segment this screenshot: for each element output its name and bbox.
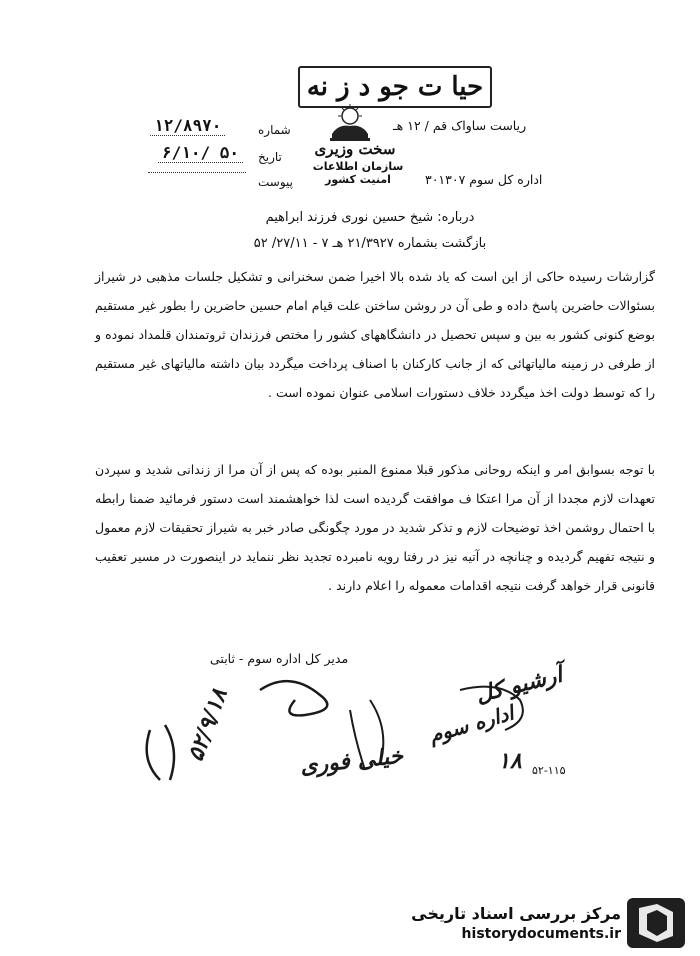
handwritten-date: ۵۲/۹/۱۸	[182, 685, 233, 765]
lion-and-sun-emblem-icon	[322, 104, 378, 142]
handwritten-note-archive: آرشیو کل	[473, 661, 565, 709]
number-label: شماره	[258, 123, 291, 137]
handwritten-note-urgent: خیلی فوری	[298, 742, 405, 780]
date-value: ۶/۱۰/ ۵۰	[158, 143, 243, 163]
document-code: ۵۲-۱۱۵	[532, 764, 566, 777]
footer-url[interactable]: historydocuments.ir	[461, 926, 621, 942]
signature-scribbles	[120, 670, 580, 800]
signer-line: مدیر کل اداره سوم - ثابتی	[210, 651, 349, 666]
attachment-value	[148, 172, 246, 173]
archive-logo-icon	[627, 898, 685, 948]
subject-line: درباره: شیخ حسین نوری فرزند ابراهیم	[265, 210, 475, 225]
date-label: تاریخ	[258, 150, 282, 164]
department-title: سخت وزیری	[314, 140, 396, 158]
office-line: اداره کل سوم ۳۰۱۳۰۷	[425, 172, 543, 187]
attachment-label: پیوست	[258, 175, 293, 189]
body-paragraph-2: با توجه بسوابق امر و اینکه روحانی مذکور قبلا ممنوع المنبر بوده که پس از آن مرا از زندانی شدید و سپردن تعهدات لازم مجددا از آن مرا اعتکا ف موافقت گردیده است لذا خواهشمند است دستور فرمائید ضمنا رابطه با احتمال روشمن اخذ توضیحات لازم و تذکر شدید در مورد چگونگی صادر خبر به شیراز تحقیقات لازم معمول و نتیجه تفهیم گردیده و چنانچه در آتیه نیز در رفتا رویه نامبرده تجدید نظر ننماید در اینصورت در مسیر تعقیب قانونی قرار خواهد گرفت نتیجه اقدامات معموله را اعلام دارند .	[95, 462, 655, 593]
classification-stamp: حیا ت جو د ز نه	[298, 66, 492, 108]
handwritten-note-office: اداره سوم	[426, 700, 517, 748]
presidency-line: ریاست ساواک قم / ۱۲ هـ	[393, 118, 527, 133]
handwritten-number: ۱۸	[498, 748, 522, 774]
body-paragraph-1: گزارشات رسیده حاکی از این است که یاد شده بالا اخیرا ضمن سخنرانی و تشکیل جلسات مذهبی در شیراز بسئوالات حاضرین پاسخ داده و طی آن در روشن ساختن علت قیام امام حسین حاضرین را بطور غیر مستقیم بوضع کنونی کشور به بین و سپس تحصیل در دانشگاههای کشور را مختص فرزندان ثروتمندان قلمداد نموده و از طرفی در زمینه مالیاتهائی که از جانب کارکنان با اصناف پرداخت میگردد بیان داشته مالیاتهای غیر مستقیم را که توسط دولت اخذ میگردد خلاف دستورات اسلامی عنوان نموده است .	[95, 269, 655, 400]
department-subtitle: سازمان اطلاعات امنیت کشور	[312, 160, 404, 186]
footer-org-name: مرکز بررسی اسناد تاریخی	[411, 904, 621, 923]
reference-line: بازگشت بشماره ۲۱/۳۹۲۷ هـ ۷ - ۲۷/۱۱/ ۵۲	[253, 236, 487, 251]
number-value: ۱۲/۸۹۷۰	[150, 116, 225, 136]
